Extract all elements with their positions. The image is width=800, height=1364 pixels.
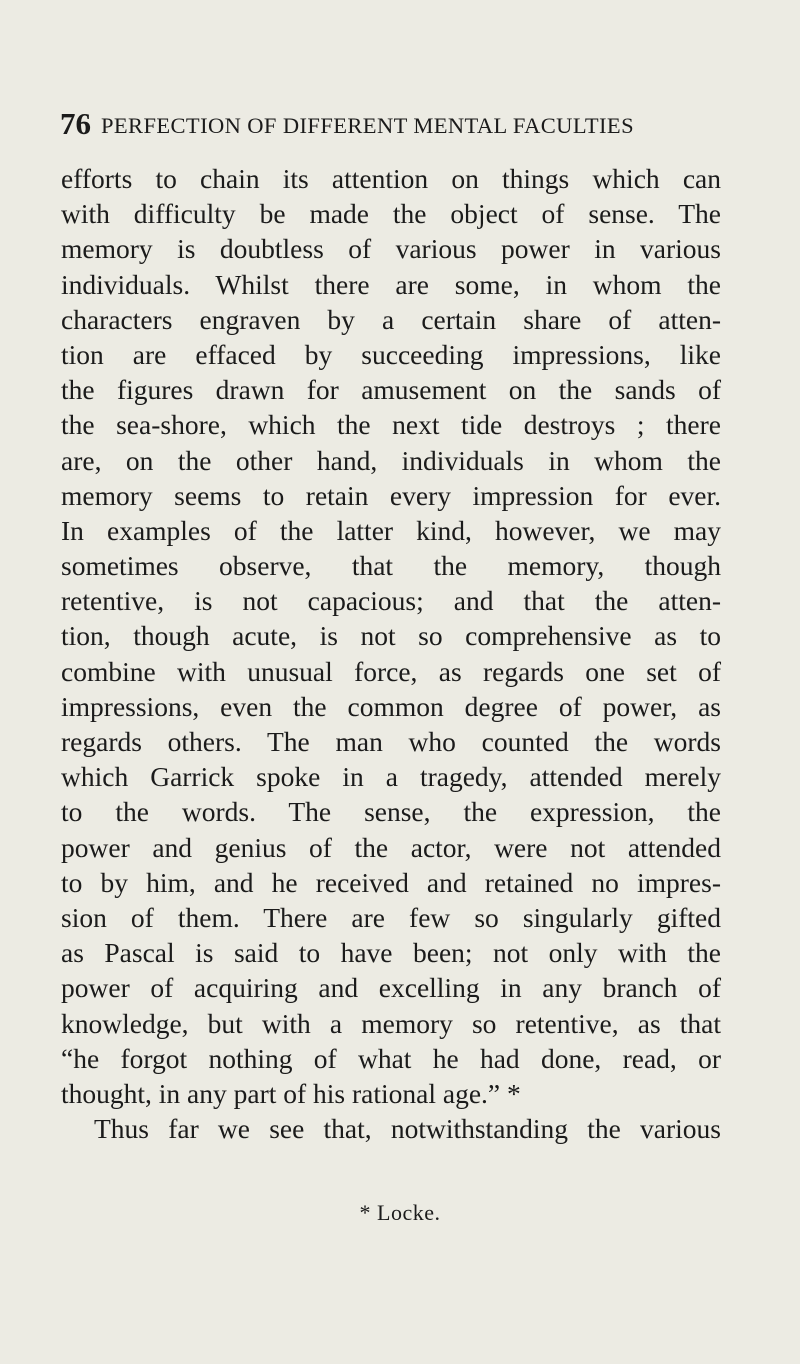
text-line: which Garrick spoke in a tragedy, attended merely xyxy=(61,761,721,793)
text-line: “he forgot nothing of what he had done, read, or xyxy=(61,1042,721,1074)
text-line: impressions, even the common degree of power, as xyxy=(61,690,721,722)
text-line: In examples of the latter kind, however, we may xyxy=(61,514,721,546)
text-line: combine with unusual force, as regards one set of xyxy=(61,655,721,687)
text-line: the figures drawn for amusement on the sands of xyxy=(61,374,721,406)
body-text xyxy=(61,161,721,1146)
text-line: sion of them. There are few so singularly gifted xyxy=(61,901,721,933)
text-line: power and genius of the actor, were not attended xyxy=(61,831,721,863)
text-line: sometimes observe, that the memory, though xyxy=(61,550,721,582)
text-line: as Pascal is said to have been; not only with the xyxy=(61,937,721,969)
text-line: tion, though acute, is not so comprehensive as to xyxy=(61,620,721,652)
text-line: to the words. The sense, the expression, the xyxy=(61,796,721,828)
text-line: characters engraven by a certain share of atten- xyxy=(61,303,721,335)
text-line: are, on the other hand, individuals in whom the xyxy=(61,444,721,476)
text-line: retentive, is not capacious; and that the atten- xyxy=(61,585,721,617)
text-line: individuals. Whilst there are some, in whom the xyxy=(61,268,721,300)
text-line: tion are effaced by succeeding impressions, like xyxy=(61,338,721,370)
text-line: power of acquiring and excelling in any branch of xyxy=(61,972,721,1004)
running-title: PERFECTION OF DIFFERENT MENTAL FACULTIES xyxy=(101,113,634,138)
footnote: * Locke. xyxy=(359,1200,441,1225)
text-line: to by him, and he received and retained no impres- xyxy=(61,866,721,898)
text-line: knowledge, but with a memory so retentive, as that xyxy=(61,1007,721,1039)
text-line: thought, in any part of his rational age.” * xyxy=(61,1077,521,1109)
text-line: efforts to chain its attention on things which can xyxy=(61,163,721,194)
text-line: with difficulty be made the object of sense. The xyxy=(61,198,721,230)
text-line: memory seems to retain every impression for ever. xyxy=(61,479,721,511)
running-head xyxy=(60,105,760,145)
text-line: regards others. The man who counted the words xyxy=(61,726,721,757)
text-line: memory is doubtless of various power in various xyxy=(61,233,721,265)
text-line-paragraph-start: Thus far we see that, notwithstanding the various xyxy=(94,1113,721,1145)
page-number: 76 xyxy=(60,106,91,141)
text-line: the sea-shore, which the next tide destroys ; there xyxy=(61,409,721,441)
